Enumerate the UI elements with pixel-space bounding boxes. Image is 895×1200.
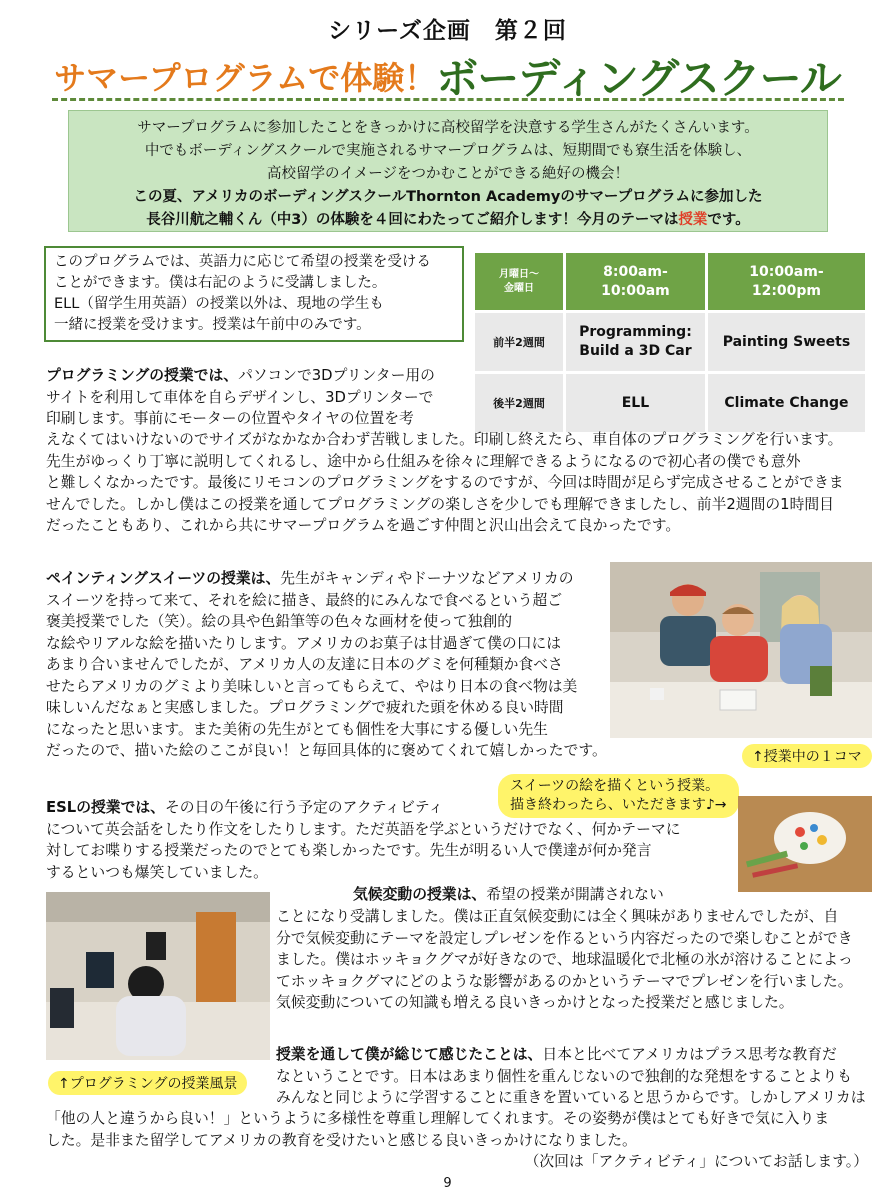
schedule-row-label: 前半2週間 — [475, 313, 563, 371]
text-line: ました。僕はホッキョクグマが好きなので、地球温暖化で北極の氷が溶けることによっ — [276, 951, 853, 968]
text-line — [276, 1044, 886, 1066]
text-line: みんなと同じように学習することに重きを置いていると思うからです。しかしアメリカは — [276, 1089, 866, 1106]
schedule-row — [475, 313, 865, 371]
programming-photo-image — [46, 892, 270, 1060]
text-line — [46, 365, 466, 387]
text-span: パソコンで3Dプリンター用の — [238, 367, 435, 384]
intro-line: 高校留学のイメージをつかむことができる絶好の機会！ — [266, 166, 630, 182]
text-line: 「他の人と違うから良い！」というように多様性を尊重し理解してくれます。その姿勢が僕はとても好きで気に入りま — [46, 1110, 830, 1127]
schedule-header-row — [475, 253, 865, 310]
title-divider — [52, 98, 844, 101]
text-span: 日本と比べてアメリカはプラス思考な教育だ — [542, 1046, 837, 1063]
class-photo — [610, 562, 872, 738]
text-line: てホッキョクグマにどのような影響があるのかというテーマでプレゼンを行いました。 — [276, 972, 853, 990]
page-number: 9 — [443, 1176, 452, 1191]
text-line: 先生がゆっくり丁寧に説明してくれるし、途中から仕組みを徐々に理解できるようになるので初心者の僕でも意外 — [46, 452, 801, 470]
intro-line-text: です。 — [707, 212, 750, 228]
title-part-2: ボーディングスクール — [436, 54, 841, 103]
text-line: だったこともあり、これから共にサマープログラムを過ごす仲間と沢山出会えて良かったです。 — [46, 517, 681, 534]
intro-theme: 授業 — [678, 212, 708, 228]
text-line: 対してお喋りする授業だったのでとても楽しかったです。先生が明るい人で僕達が何か発言 — [46, 842, 652, 859]
intro-box — [68, 110, 828, 232]
text-line: サイトを利用して車体を自らデザインし、3Dプリンターで — [46, 388, 434, 406]
text-line: せんでした。しかし僕はこの授業を通してプログラミングの楽しさを少しでも理解できましたし、前半2週間の1時間目 — [46, 495, 834, 513]
text-line: だったので、描いた絵のここが良い！と毎回具体的に褒めてくれて嬉しかったです。 — [46, 742, 607, 759]
next-issue-note: （次回は「アクティビティ」についてお話します。） — [524, 1153, 868, 1170]
schedule-row-label: 後半2週間 — [475, 374, 563, 432]
intro-line-text: 長谷川航之輔くん（中3）の体験を４回にわたってご紹介します！今月のテーマは — [146, 212, 679, 228]
climate-section — [276, 906, 886, 1014]
schedule-slot-2: 10:00am- 12:00pm — [708, 253, 865, 310]
painting-heading: ペインティングスイーツの授業は、 — [46, 570, 281, 587]
intro-line: サマープログラムに参加したことをきっかけに高校留学を決意する学生さんがたくさんいます。 — [137, 120, 759, 136]
summary-section — [46, 1108, 886, 1173]
program-note-box — [44, 246, 464, 342]
programming-photo — [46, 892, 270, 1060]
programming-section — [46, 429, 886, 537]
text-line: なということです。日本はあまり個性を重んじないので独創的な発想をすることよりも — [276, 1067, 852, 1085]
text-line: えなくてはいけないのでサイズがなかなか合わず苦戦しました。印刷し終えたら、車自体のプログラミングを行います。 — [46, 431, 843, 448]
climate-heading-line — [353, 884, 873, 906]
text-line: スイーツを持って来て、それを絵に描き、最終的にみんなで食べるという超ご — [46, 591, 563, 609]
text-span: 希望の授業が開講されない — [486, 886, 664, 903]
text-span: 先生がキャンディやドーナツなどアメリカの — [280, 570, 574, 587]
text-line: な絵やリアルな絵を描いたりします。アメリカのお菓子は甘過ぎて僕の口には — [46, 634, 562, 652]
note-line: このプログラムでは、英語力に応じて希望の授業を受ける — [54, 254, 431, 270]
title-part-1: サマープログラムで体験！ — [54, 59, 437, 97]
intro-line: この夏、アメリカのボーディングスクールThornton Academyのサマープログラムに参加した — [133, 189, 763, 205]
schedule-cell: Programming: Build a 3D Car — [566, 313, 705, 371]
note-line: 一緒に授業を受けます。授業は午前中のみです。 — [54, 317, 371, 333]
sweets-photo — [738, 796, 872, 892]
schedule-row — [475, 374, 865, 432]
schedule-slot-1: 8:00am- 10:00am — [566, 253, 705, 310]
text-line: 気候変動についての知識も増える良いきっかけとなった授業だと感じました。 — [276, 994, 794, 1011]
climate-heading: 気候変動の授業は、 — [353, 886, 487, 903]
intro-line: 中でもボーディングスクールで実施されるサマープログラムは、短期間でも寮生活を体験し、 — [144, 143, 752, 159]
programming-heading: プログラミングの授業では、 — [46, 367, 239, 384]
text-line — [46, 568, 606, 590]
note-line: ELL（留学生用英語）の授業以外は、現地の学生も — [54, 296, 384, 312]
schedule-day-label: 月曜日～ 金曜日 — [475, 253, 563, 310]
text-span: その日の午後に行う予定のアクティビティ — [164, 799, 444, 816]
text-line: 褒美授業でした（笑）。絵の具や色鉛筆等の色々な画材を使って独創的 — [46, 613, 513, 630]
text-line — [46, 797, 726, 819]
text-line: 分で気候変動にテーマを設定しプレゼンを作るという内容だったので楽しむことができ — [276, 929, 853, 947]
text-line: について英会話をしたり作文をしたりします。ただ英語を学ぶというだけでなく、何かテーマに — [46, 820, 681, 838]
painting-section — [46, 568, 606, 762]
schedule-cell: ELL — [566, 374, 705, 432]
page-title — [0, 46, 895, 106]
caption-sweets-line: スイーツの絵を描くという授業。 — [510, 778, 720, 794]
text-line: ことになり受講しました。僕は正直気候変動には全く興味がありませんでしたが、自 — [276, 908, 839, 925]
series-label: シリーズ企画 第２回 — [328, 18, 567, 44]
text-line: になったと思います。また美術の先生がとても個性を大事にする優しい先生 — [46, 720, 548, 738]
text-line: せたらアメリカのグミより美味しいと言ってもらえて、やはり日本の食べ物は美 — [46, 677, 578, 695]
caption-class-photo: ↑授業中の１コマ — [742, 744, 872, 768]
intro-line — [79, 209, 817, 232]
text-line — [353, 884, 873, 906]
text-line: と難しくなかったです。最後にリモコンのプログラミングをするのですが、今回は時間が足らず完成させることができま — [46, 474, 844, 491]
summary-heading: 授業を通して僕が総じて感じたことは、 — [276, 1046, 543, 1063]
text-line: あまり合いませんでしたが、アメリカ人の友達に日本のグミを何種類か食べさ — [46, 656, 563, 673]
schedule-table — [472, 250, 868, 435]
text-line: 印刷します。事前にモーターの位置やタイヤの位置を考 — [46, 410, 414, 427]
esl-section — [46, 797, 726, 883]
text-line: するといつも爆笑していました。 — [46, 863, 268, 881]
sweets-photo-image — [738, 796, 872, 892]
class-photo-image — [610, 562, 872, 738]
note-line: ことができます。僕は右記のように受講しました。 — [54, 275, 387, 291]
schedule-cell: Climate Change — [708, 374, 865, 432]
programming-section-top — [46, 365, 466, 430]
schedule-cell: Painting Sweets — [708, 313, 865, 371]
caption-programming-photo: ↑プログラミングの授業風景 — [48, 1071, 247, 1095]
text-line: 味しいんだなぁと実感しました。プログラミングで疲れた頭を休める良い時間 — [46, 699, 564, 716]
summary-section-top — [276, 1044, 886, 1109]
esl-heading: ESLの授業では、 — [46, 799, 165, 816]
caption-sweets-line: 描き終わったら、いただきます♪→ — [510, 797, 727, 813]
text-line: した。是非また留学してアメリカの教育を受けたいと感じる良いきっかけになりました。 — [46, 1131, 637, 1149]
